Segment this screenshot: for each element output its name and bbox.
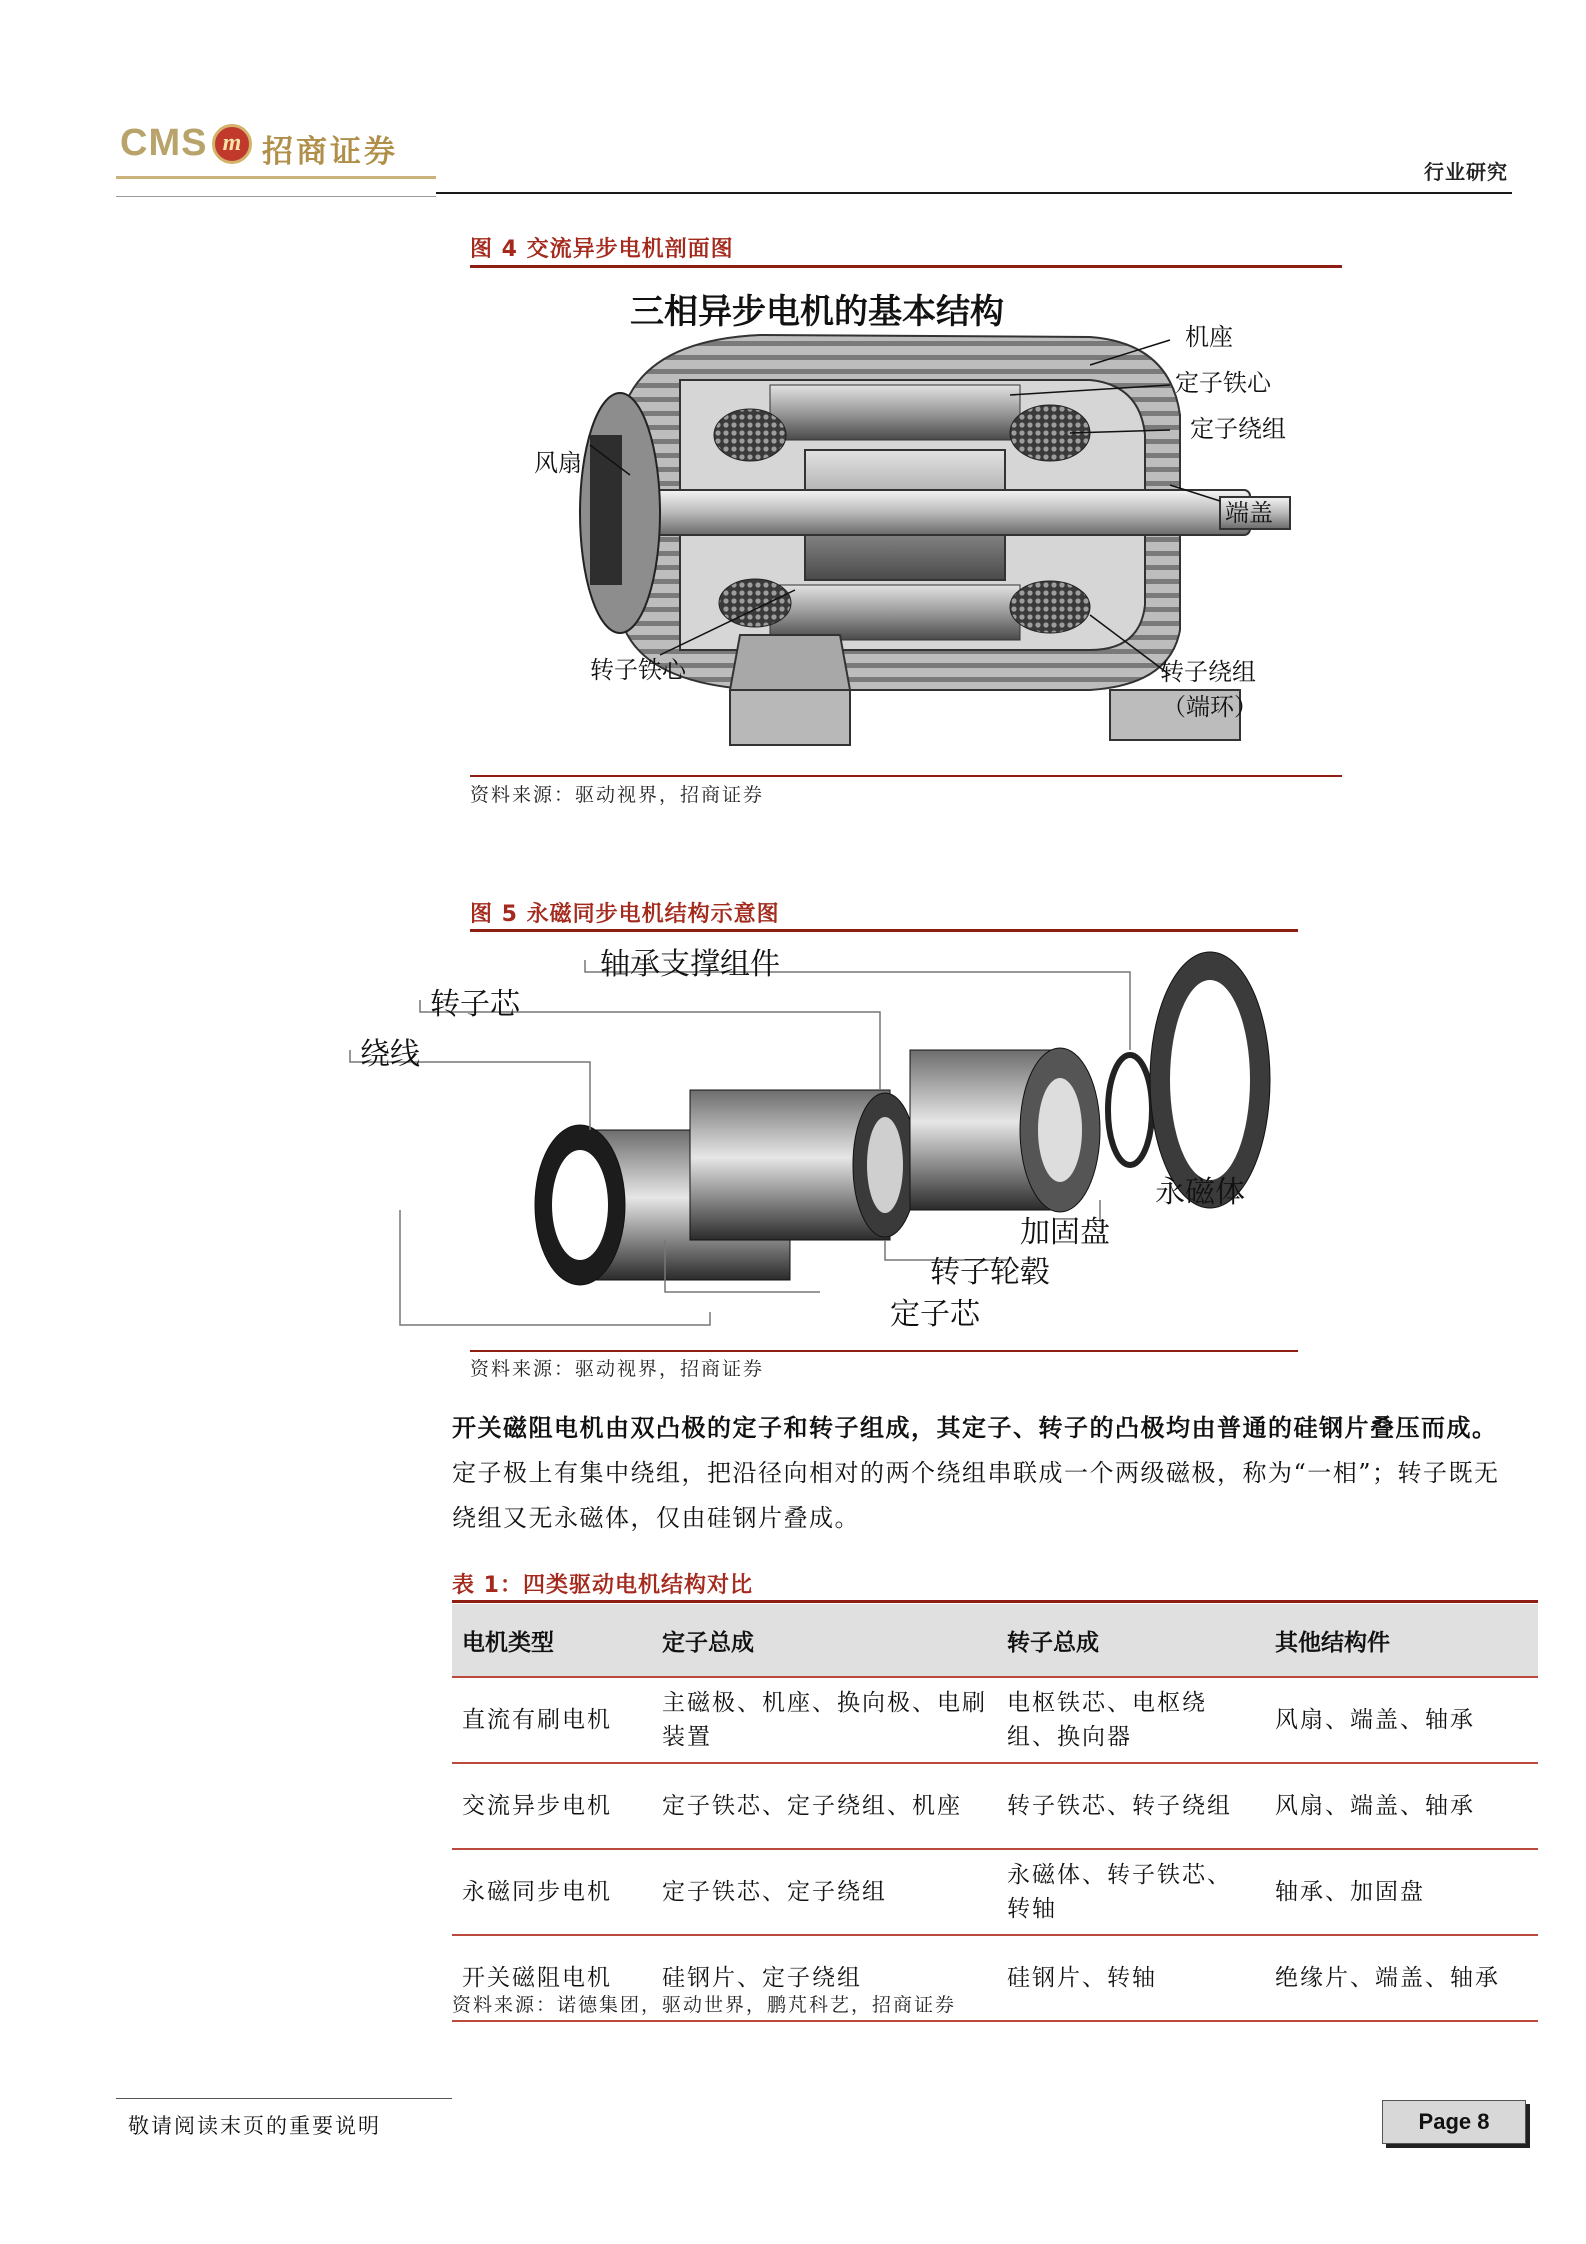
table-cell: 硅钢片、定子绕组 (652, 1935, 997, 2021)
paragraph-bold: 开关磁阻电机由双凸极的定子和转子组成，其定子、转子的凸极均由普通的硅钢片叠压而成。 (452, 1413, 1498, 1442)
label-winding: 绕线 (360, 1037, 420, 1072)
table-cell: 转子铁芯、转子绕组 (997, 1763, 1265, 1849)
label-bearing: 轴承支撑组件 (600, 947, 780, 982)
label-stator-winding: 定子绕组 (1190, 415, 1286, 443)
table-cell: 开关磁阻电机 (452, 1935, 652, 2021)
label-reinforce-disc: 加固盘 (1020, 1215, 1110, 1250)
table-cell: 风扇、端盖、轴承 (1265, 1677, 1538, 1763)
label-rotor-winding: 转子绕组 (1160, 658, 1256, 686)
figure4-bottom-rule (470, 775, 1342, 777)
label-fan: 风扇 (534, 449, 582, 477)
label-frame: 机座 (1185, 323, 1233, 351)
figure5-title: 图 5 永磁同步电机结构示意图 (470, 902, 780, 927)
footer-rule (116, 2098, 452, 2099)
label-end-cap: 端盖 (1225, 499, 1273, 527)
paragraph-text: 定子极上有集中绕组，把沿径向相对的两个绕组串联成一个两级磁极，称为“一相”；转子既无绕组又无永磁体，仅由硅钢片叠成。 (452, 1459, 1500, 1532)
figure5-bottom-rule (470, 1350, 1298, 1352)
header-rule (436, 192, 1512, 194)
figure4-top-rule (470, 265, 1342, 268)
label-rotor-hub: 转子轮毂 (930, 1255, 1050, 1290)
table-header-cell: 电机类型 (452, 1604, 652, 1677)
page-number: Page 8 (1382, 2100, 1526, 2144)
label-stator-core: 定子铁心 (1175, 369, 1271, 397)
figure5-source: 资料来源：驱动视界，招商证券 (470, 1358, 765, 1380)
table-cell: 永磁同步电机 (452, 1849, 652, 1935)
body-paragraph (452, 1405, 1512, 1541)
table-cell: 风扇、端盖、轴承 (1265, 1763, 1538, 1849)
table1-title: 表 1：四类驱动电机结构对比 (452, 1573, 753, 1598)
table-row (452, 1677, 1538, 1763)
figure5-pmsm-exploded (360, 940, 1300, 1348)
table-cell: 定子铁芯、定子绕组 (652, 1849, 997, 1935)
footer-disclaimer-note: 敬请阅读末页的重要说明 (128, 2114, 381, 2138)
section-label: 行业研究 (1424, 160, 1508, 184)
header-left-rule (116, 196, 436, 197)
logo-cms-text: CMS (120, 122, 208, 164)
table-header-cell: 定子总成 (652, 1604, 997, 1677)
label-end-ring: （端环） (1162, 693, 1258, 721)
label-rotor-core: 转子铁心 (590, 656, 686, 684)
table-header-cell: 其他结构件 (1265, 1604, 1538, 1677)
logo-underline (116, 176, 436, 179)
figure4-motor-cutaway (530, 285, 1310, 773)
table1-source: 资料来源：诺德集团，驱动世界，鹏芃科艺，招商证券 (452, 1994, 957, 2016)
figure5-top-rule (470, 929, 1298, 932)
label-rotor-core: 转子芯 (430, 987, 520, 1022)
table-cell: 主磁极、机座、换向极、电刷装置 (652, 1677, 997, 1763)
table1-top-rule (452, 1600, 1538, 1603)
label-magnet: 永磁体 (1155, 1175, 1245, 1210)
company-name: 招商证券 (262, 134, 398, 170)
structure-comparison-table (452, 1604, 1538, 2022)
table-cell: 定子铁芯、定子绕组、机座 (652, 1763, 997, 1849)
figure4-image-title: 三相异步电机的基本结构 (630, 292, 1004, 332)
table-cell: 交流异步电机 (452, 1763, 652, 1849)
table-row (452, 1849, 1538, 1935)
figure4-title: 图 4 交流异步电机剖面图 (470, 237, 734, 262)
table-header-row (452, 1604, 1538, 1677)
table-row (452, 1763, 1538, 1849)
table-cell: 永磁体、转子铁芯、转轴 (997, 1849, 1265, 1935)
table-cell: 绝缘片、端盖、轴承 (1265, 1935, 1538, 2021)
table-cell: 硅钢片、转轴 (997, 1935, 1265, 2021)
table-cell: 直流有刷电机 (452, 1677, 652, 1763)
table-header-cell: 转子总成 (997, 1604, 1265, 1677)
table-cell: 电枢铁芯、电枢绕组、换向器 (997, 1677, 1265, 1763)
company-logo (116, 118, 436, 180)
figure4-source: 资料来源：驱动视界，招商证券 (470, 784, 765, 806)
logo-mark-icon: m (212, 124, 252, 164)
table-cell: 轴承、加固盘 (1265, 1849, 1538, 1935)
label-stator-core: 定子芯 (890, 1297, 980, 1332)
